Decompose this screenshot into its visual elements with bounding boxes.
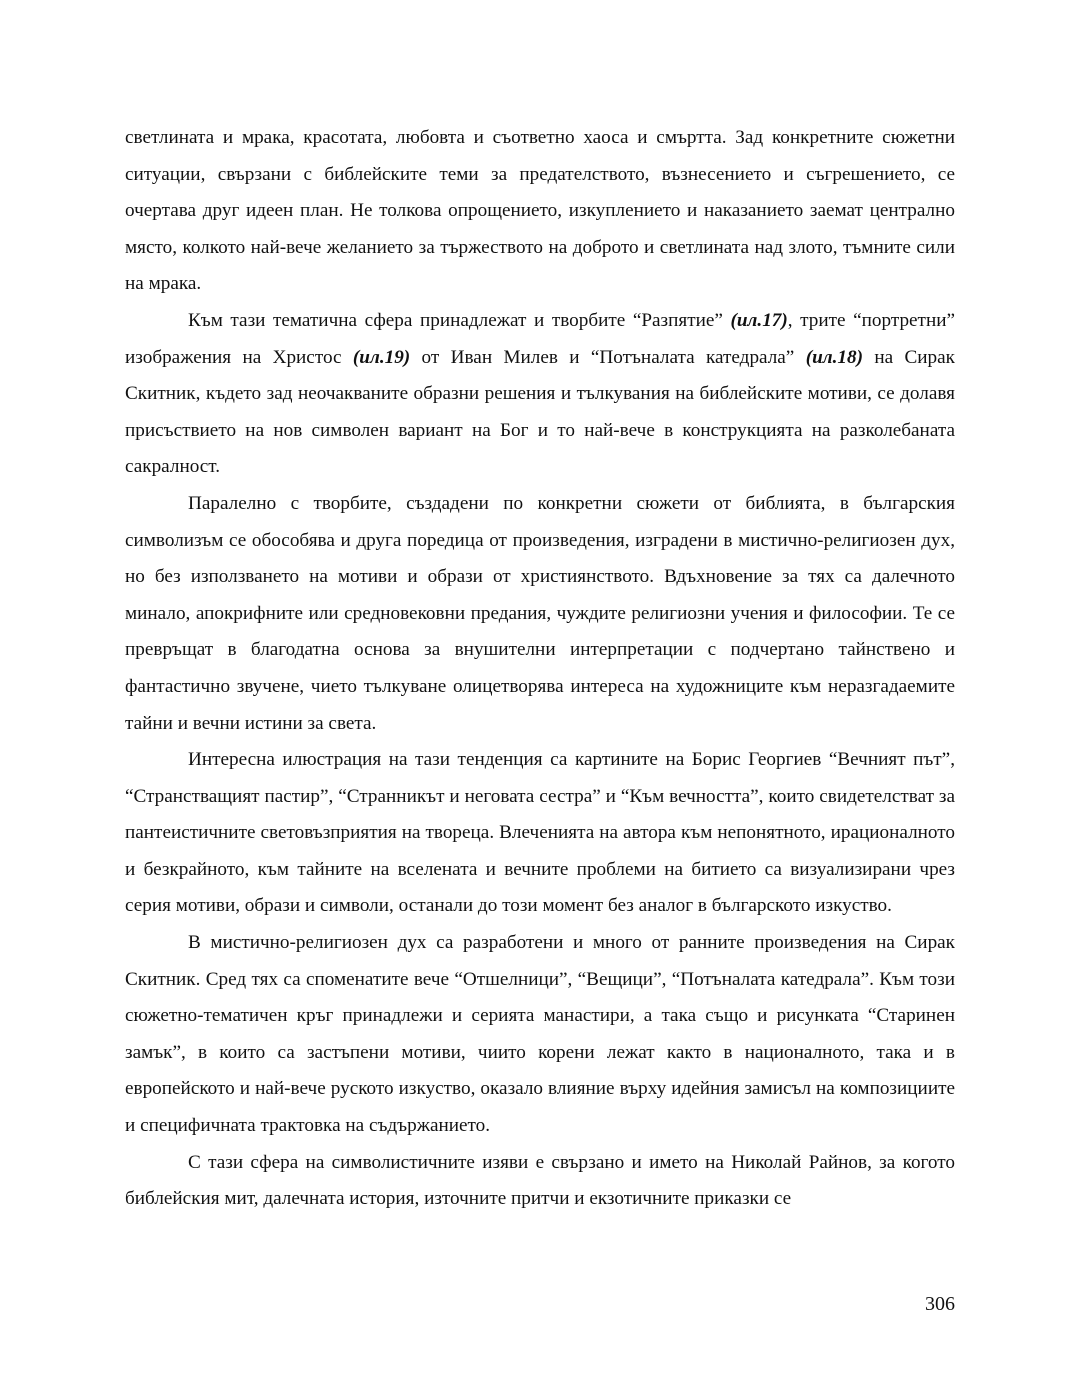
illustration-reference: (ил.17) bbox=[730, 309, 788, 331]
paragraph-continuation: светлината и мрака, красотата, любовта и съответно хаоса и смъртта. Зад конкретните сюжетни ситуации, свързани с библейските теми за предателството, възнесението и съгрешението, се очертава друг идеен план. Не толкова опрощението, изкуплението и наказанието заемат централно място, колкото най-вече желанието за тържеството на доброто и светлината над злото, тъмните сили на мрака. bbox=[125, 127, 955, 295]
paragraph-text: , трите “портретни” изображения на Христос bbox=[125, 309, 955, 368]
paragraph-mystic-series: Паралелно с творбите, създадени по конкретни сюжети от библията, в българския символизъм се обособява и друга поредица от произведения, изградени в мистично-религиозен дух, но без използването на мотиви и образи от християнството. Вдъхновение за тях са далечното минало, апокрифните или средновековни предания, чуждите религиозни учения и философии. Те се превръщат в благодатна основа за внушителни интерпретации с подчертано тайнствено и фантастично звучене, чието тълкуване олицетворява интереса на художниците към неразгадаемите тайни и вечни истини за света. bbox=[125, 492, 955, 734]
paragraph-boris-georgiev: Интересна илюстрация на тази тенденция са картините на Борис Георгиев “Вечният път”, “Странстващият пастир”, “Странникът и неговата сестра” и “Към вечността”, които свидетелстват за пантеистичните световъзприятия на твореца. Влеченията на автора към непонятното, ирационалното и безкрайното, към тайните на вселената и вечните проблеми на битието са визуализирани чрез серия мотиви, образи и символи, останали до този момент без аналог в българското изкуство. bbox=[125, 749, 955, 917]
illustration-reference: (ил.19) bbox=[352, 346, 411, 368]
page-number: 306 bbox=[925, 1293, 955, 1315]
body-text bbox=[125, 120, 955, 1218]
paragraph-text: Към тази тематична сфера принадлежат и творбите “Разпятие” bbox=[188, 309, 731, 331]
paragraph-text: от Иван Милев и “Потъналата катедрала” bbox=[410, 346, 806, 368]
illustration-reference: (ил.18) bbox=[805, 346, 863, 368]
paragraph-sirak-skitnik: В мистично-религиозен дух са разработени и много от ранните произведения на Сирак Скитник. Сред тях са споменатите вече “Отшелници”, “Вещици”, “Потъналата катедрала”. Към този сюжетно-тематичен кръг принадлежи и серията манастири, а така също и рисунката “Старинен замък”, в които са застъпени мотиви, чиито корени лежат както в националното, така и в европейското и най-вече руското изкуство, оказало влияние върху идейния замисъл на композициите и специфичната трактовка на съдържанието. bbox=[125, 932, 955, 1137]
paragraph-text: на Сирак Скитник, където зад неочакваните образни решения и тълкувания на библейските мотиви, се долавя присъствието на нов символен вариант на Бог и то най-вече в конструкцията на разколебаната сакралност. bbox=[125, 346, 955, 478]
paragraph-nikolai-rainov: С тази сфера на символистичните изяви е свързано и името на Николай Райнов, за когото библейския мит, далечната история, източните притчи и екзотичните приказки се bbox=[125, 1151, 955, 1210]
paragraph-crucifixion-works bbox=[125, 303, 955, 486]
